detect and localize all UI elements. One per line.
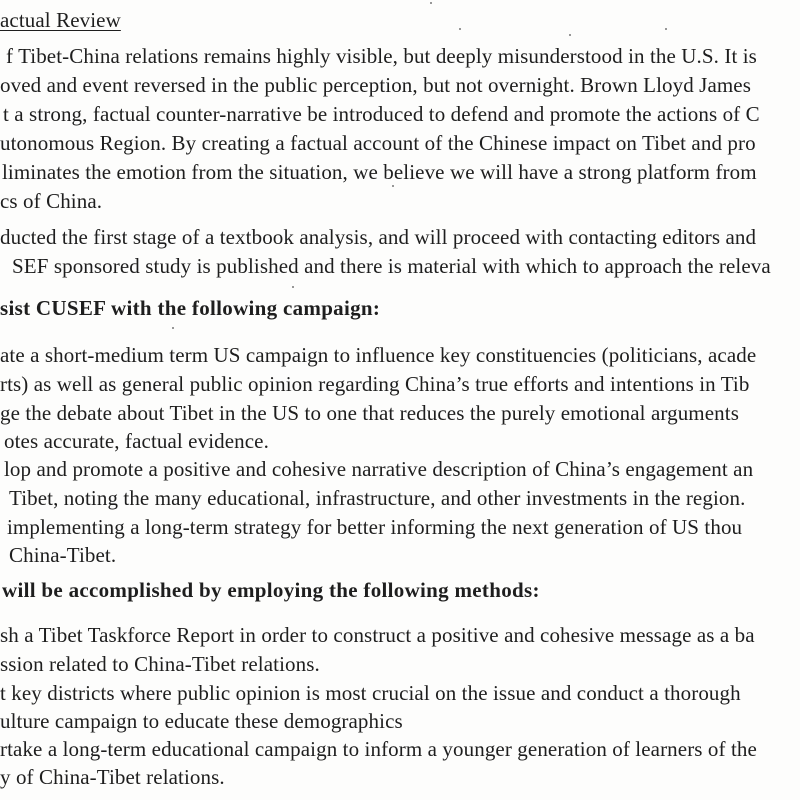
scan-speck	[665, 28, 667, 30]
second-paragraph-line-2: SEF sponsored study is published and there is material with which to approach the releva	[12, 254, 771, 278]
methods-item-3-line-1: rtake a long-term educational campaign to inform a younger generation of learners of the	[0, 737, 757, 761]
scan-speck	[569, 34, 571, 36]
scan-speck	[392, 185, 394, 187]
campaign-item-2-line-2: otes accurate, factual evidence.	[4, 429, 269, 453]
methods-item-2-line-2: ulture campaign to educate these demographics	[0, 709, 403, 733]
intro-line-2: oved and event reversed in the public perception, but not overnight. Brown Lloyd James	[0, 73, 751, 97]
intro-line-1: f Tibet-China relations remains highly visible, but deeply misunderstood in the U.S. It is	[6, 44, 757, 68]
campaign-heading: sist CUSEF with the following campaign:	[0, 296, 381, 320]
methods-item-3-line-2: y of China-Tibet relations.	[0, 765, 225, 789]
methods-item-2-line-1: t key districts where public opinion is most crucial on the issue and conduct a thorough	[0, 681, 741, 705]
intro-line-5: liminates the emotion from the situation, we believe we will have a strong platform from	[2, 160, 757, 184]
intro-line-6: cs of China.	[0, 189, 103, 213]
methods-item-1-line-2: ssion related to China-Tibet relations.	[0, 652, 320, 676]
section-heading: actual Review	[0, 8, 121, 32]
campaign-item-3-line-2: Tibet, noting the many educational, infrastructure, and other investments in the region.	[9, 486, 746, 510]
second-paragraph-line-1: ducted the first stage of a textbook analysis, and will proceed with contacting editors and	[0, 225, 757, 249]
methods-item-1-line-1: sh a Tibet Taskforce Report in order to construct a positive and cohesive message as a ba	[0, 623, 755, 647]
scan-speck	[172, 327, 174, 329]
intro-line-3: t a strong, factual counter-narrative be introduced to defend and promote the actions of C	[3, 102, 760, 126]
scan-speck	[430, 2, 432, 4]
intro-line-4: utonomous Region. By creating a factual account of the Chinese impact on Tibet and pro	[0, 131, 756, 155]
scan-speck	[292, 286, 294, 288]
campaign-item-4-line-2: China-Tibet.	[9, 543, 117, 567]
campaign-item-2-line-1: ge the debate about Tibet in the US to one that reduces the purely emotional arguments	[0, 401, 739, 425]
methods-heading: will be accomplished by employing the following methods:	[2, 578, 540, 602]
scan-speck	[459, 28, 461, 30]
campaign-item-1-line-2: rts) as well as general public opinion regarding China’s true efforts and intentions in Tib	[0, 372, 750, 396]
campaign-item-4-line-1: implementing a long-term strategy for better informing the next generation of US thou	[7, 515, 743, 539]
campaign-item-1-line-1: ate a short-medium term US campaign to influence key constituencies (politicians, acade	[0, 343, 757, 367]
campaign-item-3-line-1: lop and promote a positive and cohesive narrative description of China’s engagement an	[4, 457, 754, 481]
